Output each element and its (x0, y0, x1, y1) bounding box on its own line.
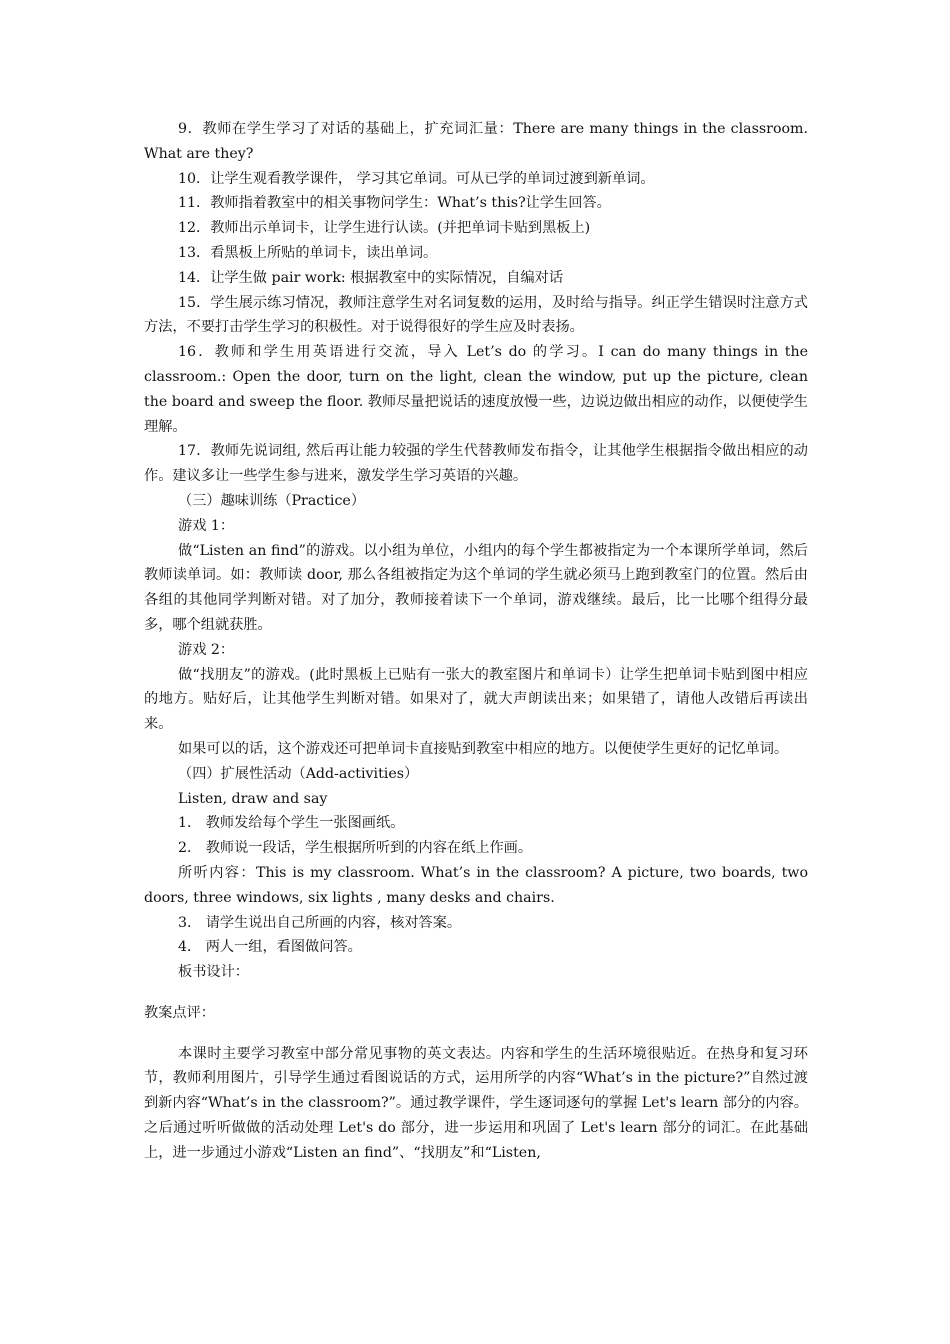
activity-step-2: 2． 教师说一段话，学生根据所听到的内容在纸上作画。 (178, 840, 533, 857)
lesson-review-heading: 教案点评： (144, 1004, 215, 1021)
paragraph-step-13: 13．看黑板上所贴的单词卡，读出单词。 (178, 244, 438, 261)
paragraph-step-16: 16．教师和学生用英语进行交流，导入 Let’s do 的学习。I can do many things in the classroom.: Open the door, turn on the light, clean the window, put up the picture, clean the board and sweep the floor. 教师尽量把说话的速度放慢一些，边说边做出相应的动作，以便使学生理解。 (144, 344, 808, 435)
section-heading-practice: （三）趣味训练（Practice） (178, 492, 366, 509)
paragraph-step-14: 14．让学生做 pair work: 根据教室中的实际情况，自编对话 (178, 269, 564, 286)
game-1-heading: 游戏 1： (178, 517, 235, 534)
game-2-note: 如果可以的话，这个游戏还可把单词卡直接贴到教室中相应的地方。以便使学生更好的记忆单词。 (178, 740, 789, 757)
game-1-description: 做“Listen an find”的游戏。以小组为单位，小组内的每个学生都被指定为一个本课所学单词，然后教师读单词。如：教师读 door, 那么各组被指定为这个单词的学生就必须马上跑到教室门的位置。然后由各组的其他同学判断对错。对了加分，教师接着读下一个单词，游戏继续。最后，比一比哪个组得分最多，哪个组就获胜。 (144, 542, 808, 633)
game-2-description: 做“找朋友”的游戏。(此时黑板上已贴有一张大的教室图片和单词卡）让学生把单词卡贴到图中相应的地方。贴好后，让其他学生判断对错。如果对了，就大声朗读出来；如果错了，请他人改错后再读出来。 (144, 666, 808, 733)
paragraph-step-15: 15．学生展示练习情况，教师注意学生对名词复数的运用，及时给与指导。纠正学生错误时注意方式方法，不要打击学生学习的积极性。对于说得很好的学生应及时表扬。 (144, 294, 808, 336)
paragraph-step-11: 11．教师指着教室中的相关事物问学生：What’s this?让学生回答。 (178, 195, 611, 212)
activity-title: Listen, draw and say (178, 790, 328, 807)
game-2-heading: 游戏 2： (178, 641, 235, 658)
paragraph-step-10: 10．让学生观看教学课件， 学习其它单词。可从已学的单词过渡到新单词。 (178, 170, 655, 187)
document-page (144, 117, 808, 1166)
listening-content: 所听内容：This is my classroom. What’s in the classroom? A picture, two boards, two doors, three windows, six lights , many desks and chairs. (144, 864, 808, 906)
paragraph-step-17: 17．教师先说词组, 然后再让能力较强的学生代替教师发布指令，让其他学生根据指令做出相应的动作。建议多让一些学生参与进来，激发学生学习英语的兴趣。 (144, 443, 808, 485)
paragraph-step-9: 9．教师在学生学习了对话的基础上，扩充词汇量：There are many things in the classroom. What are they? (144, 121, 808, 162)
section-heading-add-activities: （四）扩展性活动（Add-activities） (178, 765, 419, 782)
lesson-review-body: 本课时主要学习教室中部分常见事物的英文表达。内容和学生的生活环境很贴近。在热身和复习环节，教师利用图片，引导学生通过看图说话的方式，运用所学的内容“What’s in the picture?”自然过渡到新内容“What’s in the classroom?”。通过教学课件，学生逐词逐句的掌握 Let's learn 部分的内容。之后通过听听做做的活动处理 Let's do 部分，进一步运用和巩固了 Let's learn 部分的词汇。在此基础上，进一步通过小游戏“Listen an find”、“找朋友”和“Listen, (144, 1045, 808, 1161)
blackboard-design-heading: 板书设计： (178, 964, 249, 981)
activity-step-1: 1． 教师发给每个学生一张图画纸。 (178, 815, 405, 832)
paragraph-step-12: 12．教师出示单词卡，让学生进行认读。(并把单词卡贴到黑板上) (178, 220, 591, 237)
activity-step-3: 3． 请学生说出自己所画的内容，核对答案。 (178, 914, 462, 931)
activity-step-4: 4． 两人一组，看图做问答。 (178, 939, 362, 956)
